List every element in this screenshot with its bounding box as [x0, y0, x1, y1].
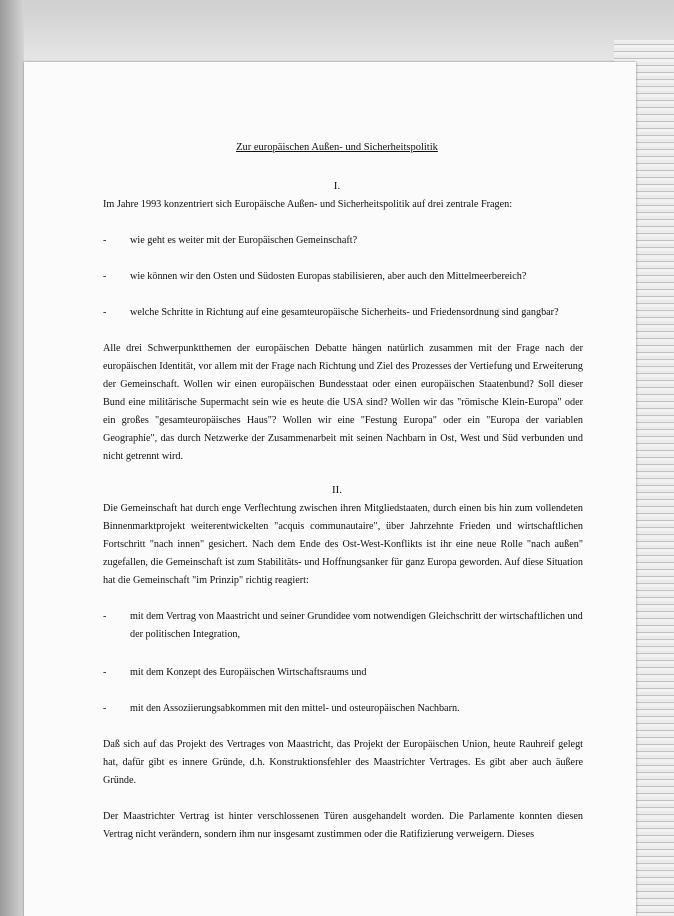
- list-item-text: welche Schritte in Richtung auf eine gesamteuropäische Sicherheits- und Friedensordnung sind gangbar?: [130, 307, 559, 318]
- bullet-dash: -: [103, 271, 107, 282]
- section-2-paragraph-2: Daß sich auf das Projekt des Vertrages von Maastricht, das Projekt der Europäischen Union, heute Rauhreif gelegt hat, dafür gibt es innere Gründe, d.h. Konstruktionsfehler des Maastrichter Vertrages. Es gibt aber auch äußere Gründe.: [103, 739, 583, 786]
- list-item-text: mit dem Konzept des Europäischen Wirtschaftsraums und: [130, 667, 367, 678]
- section-1-intro: Im Jahre 1993 konzentriert sich Europäische Außen- und Sicherheitspolitik auf drei zentrale Fragen:: [103, 199, 513, 210]
- scan-border-top: [0, 0, 674, 62]
- bullet-dash: -: [103, 703, 107, 714]
- list-item-text: wie können wir den Osten und Südosten Europas stabilisieren, aber auch den Mittelmeerbereich?: [130, 271, 527, 282]
- section-numeral-1: I.: [333, 180, 341, 192]
- list-item-text: wie geht es weiter mit der Europäischen Gemeinschaft?: [130, 235, 358, 246]
- bullet-dash: -: [103, 611, 107, 622]
- list-item-text: mit dem Vertrag von Maastricht und seiner Grundidee vom notwendigen Gleichschritt der wirtschaftlichen und der politischen Integration,: [130, 611, 583, 640]
- list-item-text: mit den Assoziierungsabkommen mit den mittel- und osteuropäischen Nachbarn.: [130, 703, 460, 714]
- scan-border-left: [0, 0, 24, 916]
- bullet-dash: -: [103, 235, 107, 246]
- section-numeral-2: II.: [331, 484, 343, 496]
- bullet-dash: -: [103, 307, 107, 318]
- section-2-paragraph: Die Gemeinschaft hat durch enge Verflechtung zwischen ihren Mitgliedstaaten, durch einen bis hin zum vollendeten Binnenmarktprojekt weiterentwickelten "acquis communautaire", über Jahrzehnte Frieden und wirtschaftlichen Fortschritt "nach innen" gesichert. Nach dem Ende des Ost-West-Konflikts ist ihr eine neue Rolle "nach außen" zugefallen, die Gemeinschaft ist zum Stabilitäts- und Hoffnungsanker für ganz Europa geworden. Auf diese Situation hat die Gemeinschaft "im Prinzip" richtig reagiert:: [103, 503, 583, 586]
- bullet-dash: -: [103, 667, 107, 678]
- document-title: Zur europäischen Außen- und Sicherheitspolitik: [236, 142, 438, 153]
- section-1-paragraph: Alle drei Schwerpunktthemen der europäischen Debatte hängen natürlich zusammen mit der Frage nach der europäischen Identität, vor allem mit der Frage nach Richtung und Ziel des Prozesses der Vertiefung und Erweiterung der Gemeinschaft. Wollen wir einen europäischen Bundesstaat oder einen europäischen Staatenbund? Soll dieser Bund eine militärische Supermacht sein wie es heute die USA sind? Wollen wir das "römische Klein-Europa" oder ein großes "gesamteuropäisches Haus"? Wollen wir eine "Festung Europa" oder ein "Europa der variablen Geographie", das durch Netzwerke der Zusammenarbeit mit seinen Nachbarn in Ost, West und Süd verbunden und nicht getrennt wird.: [103, 343, 583, 462]
- section-2-paragraph-3: Der Maastrichter Vertrag ist hinter verschlossenen Türen ausgehandelt worden. Die Parlamente konnten diesen Vertrag nicht verändern, sondern ihm nur insgesamt zustimmen oder die Ratifizierung verweigern. Dieses: [103, 811, 583, 840]
